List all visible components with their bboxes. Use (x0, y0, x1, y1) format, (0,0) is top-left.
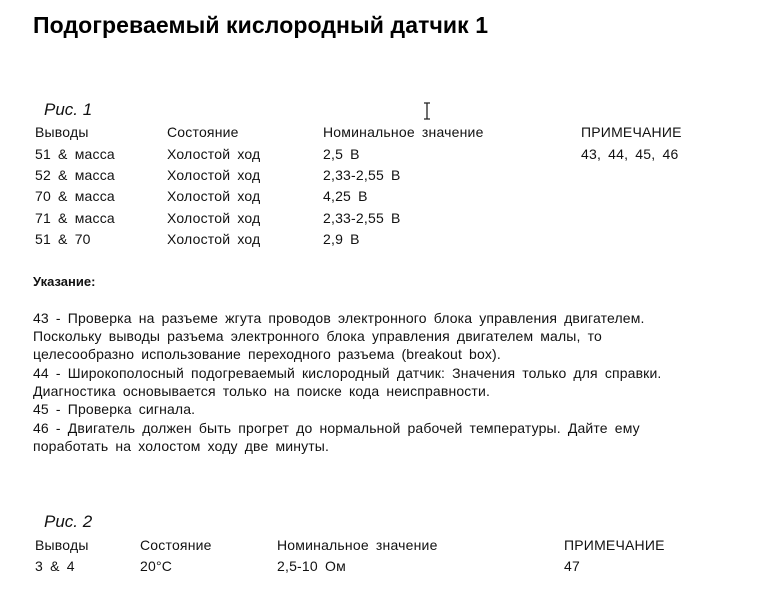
fig1-label: Рис. 1 (44, 100, 93, 119)
fig1-header-nominal: Номинальное значение (323, 124, 484, 140)
note-line: поработать на холостом ходу две минуты. (33, 438, 330, 454)
fig2-header-nominal: Номинальное значение (277, 537, 438, 553)
fig2-header-pins: Выводы (35, 537, 89, 553)
state-cell: Холостой ход (167, 231, 261, 247)
note-line: 46 - Двигатель должен быть прогрет до нормальной рабочей температуры. Дайте ему (33, 420, 640, 436)
state-cell: Холостой ход (167, 210, 261, 226)
note-line: 43 - Проверка на разъеме жгута проводов электронного блока управления двигателем. (33, 310, 645, 326)
nominal-cell: 2,33-2,55 В (323, 210, 401, 226)
page-title: Подогреваемый кислородный датчик 1 (33, 12, 489, 38)
nominal-cell: 2,5 В (323, 146, 360, 162)
pins-cell: 3 & 4 (35, 558, 75, 574)
nominal-cell: 2,33-2,55 В (323, 167, 401, 183)
fig2-label: Рис. 2 (44, 512, 93, 531)
fig1-header-state: Состояние (167, 124, 239, 140)
nominal-cell: 2,9 В (323, 231, 360, 247)
fig1-header-pins: Выводы (35, 124, 89, 140)
note-cell: 47 (564, 558, 580, 574)
state-cell: Холостой ход (167, 146, 261, 162)
state-cell: Холостой ход (167, 167, 261, 183)
state-cell: Холостой ход (167, 188, 261, 204)
pins-cell: 51 & масса (35, 146, 115, 162)
note-line: целесообразно использование переходного разъема (breakout box). (33, 346, 501, 362)
text-cursor-icon (421, 101, 433, 121)
fig2-header-note: ПРИМЕЧАНИЕ (564, 537, 665, 553)
pins-cell: 52 & масса (35, 167, 115, 183)
pins-cell: 70 & масса (35, 188, 115, 204)
notes-heading: Указание: (33, 274, 96, 289)
state-cell: 20°C (140, 558, 173, 574)
pins-cell: 51 & 70 (35, 231, 91, 247)
nominal-cell: 2,5-10 Ом (277, 558, 346, 574)
note-line: 44 - Широкополосный подогреваемый кислородный датчик: Значения только для справки. (33, 365, 662, 381)
note-line: Поскольку выводы разъема электронного блока управления двигателем малы, то (33, 328, 602, 344)
note-cell: 43, 44, 45, 46 (581, 146, 679, 162)
fig1-header-note: ПРИМЕЧАНИЕ (581, 124, 682, 140)
pins-cell: 71 & масса (35, 210, 115, 226)
fig2-header-state: Состояние (140, 537, 212, 553)
note-line: Диагностика основывается только на поиске кода неисправности. (33, 383, 491, 399)
note-line: 45 - Проверка сигнала. (33, 401, 196, 417)
nominal-cell: 4,25 В (323, 188, 368, 204)
